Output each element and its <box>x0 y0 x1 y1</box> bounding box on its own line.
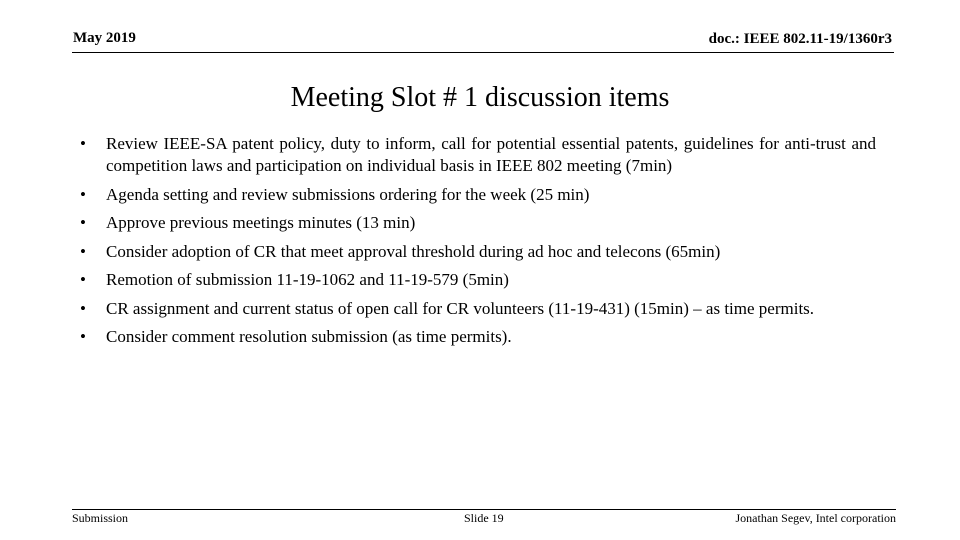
bullet-icon: • <box>80 270 86 289</box>
bullet-text: Consider adoption of CR that meet approval threshold during ad hoc and telecons (65min) <box>106 241 721 261</box>
header-date: May 2019 <box>73 30 136 46</box>
bullet-icon: • <box>80 134 86 153</box>
footer-divider <box>72 509 896 510</box>
footer-submission: Submission <box>72 511 129 525</box>
bullet-text: Review IEEE-SA patent policy, duty to inform, call for potential essential patents, guidelines for anti-trust and competition laws and participation on individual basis in IEEE 802 meeting (7min) <box>106 134 876 175</box>
bullet-item <box>74 184 876 206</box>
header-divider <box>72 52 894 53</box>
bullet-text: Remotion of submission 11-19-1062 and 11-19-579 (5min) <box>106 270 509 289</box>
bullet-item <box>74 298 876 320</box>
footer-slide-number: Slide 19 <box>464 511 504 525</box>
bullet-item <box>74 269 876 291</box>
header-doc-id: doc.: IEEE 802.11-19/1360r3 <box>708 31 892 47</box>
bullet-icon: • <box>80 241 86 261</box>
bullet-text: Approve previous meetings minutes (13 min) <box>106 213 416 232</box>
footer-author: Jonathan Segev, Intel corporation <box>735 511 896 525</box>
bullet-text: Consider comment resolution submission (as time permits). <box>106 327 512 346</box>
bullet-item <box>74 326 876 348</box>
slide-title: Meeting Slot # 1 discussion items <box>290 82 670 113</box>
bullet-text: Agenda setting and review submissions ordering for the week (25 min) <box>106 184 590 204</box>
bullet-item <box>74 212 876 234</box>
bullet-icon: • <box>80 327 86 346</box>
bullet-text: CR assignment and current status of open call for CR volunteers (11-19-431) (15min) – as time permits. <box>106 298 815 318</box>
bullet-item <box>74 241 876 263</box>
bullet-icon: • <box>80 213 86 232</box>
bullet-list <box>74 133 876 348</box>
bullet-icon: • <box>80 298 86 318</box>
bullet-icon: • <box>80 184 86 204</box>
bullet-item <box>74 133 876 177</box>
